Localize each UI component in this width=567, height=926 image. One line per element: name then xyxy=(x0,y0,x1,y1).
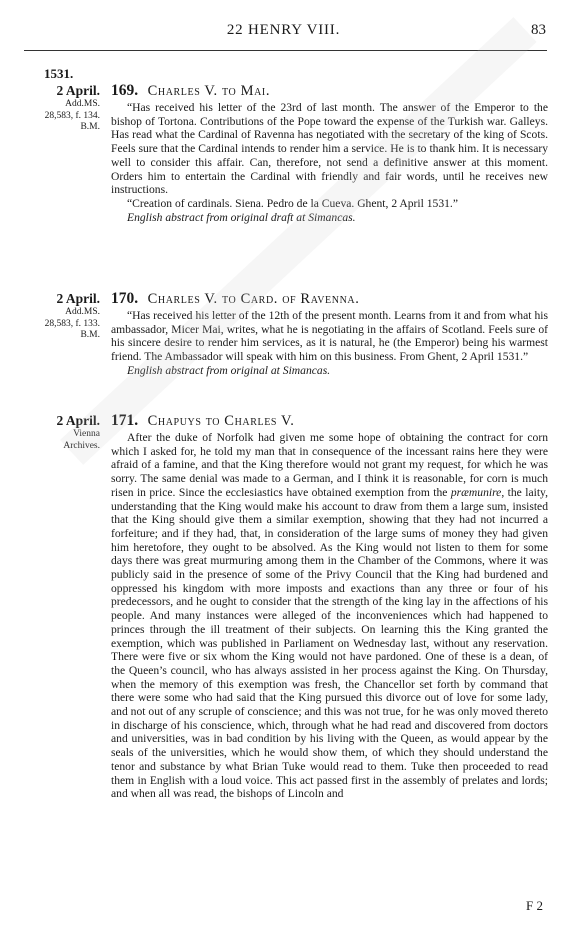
entry-date: 2 April. xyxy=(56,291,100,306)
entry-ref-line: Add.MS. xyxy=(65,307,100,317)
entry-title: Charles V. to Card. of Ravenna. xyxy=(147,291,360,307)
signature-mark: F 2 xyxy=(526,898,543,913)
entry-paragraph: After the duke of Norfolk had given me some hope of obtaining the contract for corn which I asked for, he told my man that in consequence of the incessant rains here they were afraid of a famine, and that the King therefore would not grant my request, for which he was sorry. The same denial was made to a German, and I think it is reasonable, for corn is much risen in price. Since the ecclesiastics have obtained exemption from the præmunire, the laity, understanding that the King would make his account to draw from them a large sum, insisted that the King should give them a similar exemption, showing that they had not incurred a forfeiture; and if they had, that, in consideration of the large sums of money they had given him heretofore, they ought to be absolved. As the King would not listen to them for some days there was great murmuring among them in the Chamber of the Commons, where it was publicly said in the presence of some of the Privy Council that the King had burdened and oppressed his kingdom with more imposts and exactions than any three or four of his predecessors, and he ought to consider that the strength of the king lay in the affections of his people. And many instances were alleged of the inconveniences which had happened to princes through the ill treatment of their subjects. On learning this the King granted the exemption, which was published in Parliament on Wednesday last, without any reservation. There were five or six whom the King would not have pardoned. One of these is a dean, of the Queen’s council, who has always assisted in her process against the King. On Thursday, when the memory of this exemption was fresh, the Chancellor set forth by command that there were some who had said that the King pursued this divorce out of love for some lady, and not out of any scruple of conscience; and this was not true, for he was only moved thereto in discharge of his conscience, which, through what he had read and discovered from doctors and universities, was in bad condition by his living with the Queen, as would appear by the seals of the universities, which he would show them, of which they should understand the tenor and substance by what Brian Tuke would read to them. Tuke then proceeded to read them in English with a loud voice. This act passed first in the assembly of prelates and lords; and when all was read, the bishops of Lincoln and xyxy=(111,431,548,801)
entry-number: 169. xyxy=(111,82,139,99)
italic-term: præmunire xyxy=(450,485,502,499)
entry-ref-line: B.M. xyxy=(80,330,100,340)
entry-ref-line: 28,583, f. 134. xyxy=(44,110,100,121)
margin-year: 1531. xyxy=(44,66,74,81)
entry-title: Chapuys to Charles V. xyxy=(147,413,295,429)
entry-number: 170. xyxy=(111,290,139,307)
entry-ref-line: Vienna xyxy=(73,429,100,439)
entry-source-note: English abstract from original at Simancas. xyxy=(127,363,331,377)
entry-date: 2 April. xyxy=(56,413,100,428)
entry-paragraph: “Creation of cardinals. Siena. Pedro de la Cueva. Ghent, 2 April 1531.” xyxy=(127,196,458,210)
entry-heading xyxy=(111,412,548,431)
running-head xyxy=(0,22,567,44)
page-number: 83 xyxy=(531,22,546,38)
entry-margin-notes xyxy=(22,290,100,342)
entry-title: Charles V. to Mai. xyxy=(147,83,271,99)
entry-margin-notes xyxy=(22,82,100,134)
entry-main xyxy=(111,412,548,801)
entry-paragraph: “Has received his letter of the 12th of the present month. Learns from it and from what his ambassador, Micer Mai, writes, what he is negotiating in the affairs of Scotland. Feels sure of his sincere desire to render him services, as it is natural, he (the Emperor) being his warmest friend. The Ambassador will speak with him on this business. From Ghent, 2 April 1531.” xyxy=(111,309,548,364)
entry-number: 171. xyxy=(111,412,139,429)
entry-body xyxy=(111,431,548,801)
running-head-title: 22 HENRY VIII. xyxy=(226,22,341,38)
entry-ref-line: 28,583, f. 133. xyxy=(44,318,100,329)
entry-heading xyxy=(111,290,548,309)
entry-ref-line: B.M. xyxy=(80,122,100,132)
entry-source-note: English abstract from original draft at Simancas. xyxy=(127,210,356,224)
entry-ref-line: Add.MS. xyxy=(65,99,100,109)
entry-date: 2 April. xyxy=(56,83,100,98)
header-rule xyxy=(24,50,547,51)
entry-paragraph: “Has received his letter of the 23rd of last month. The answer of the Emperor to the bishop of Tortona. Contributions of the Pope toward the expense of the Turkish war. Galleys. Has read what the Cardinal of Ravenna has negotiated with the secretary of the king of Scots. Feels sure that the Cardinal intends to render him a service. He is to thank him. It is necessary well to consider this affair. Can, therefore, not send a definitive answer at this moment. Orders him to entertain the Cardinal with friendly and fair words, until he receives new instructions. xyxy=(111,101,548,197)
entry-ref-line: Archives. xyxy=(63,440,100,451)
